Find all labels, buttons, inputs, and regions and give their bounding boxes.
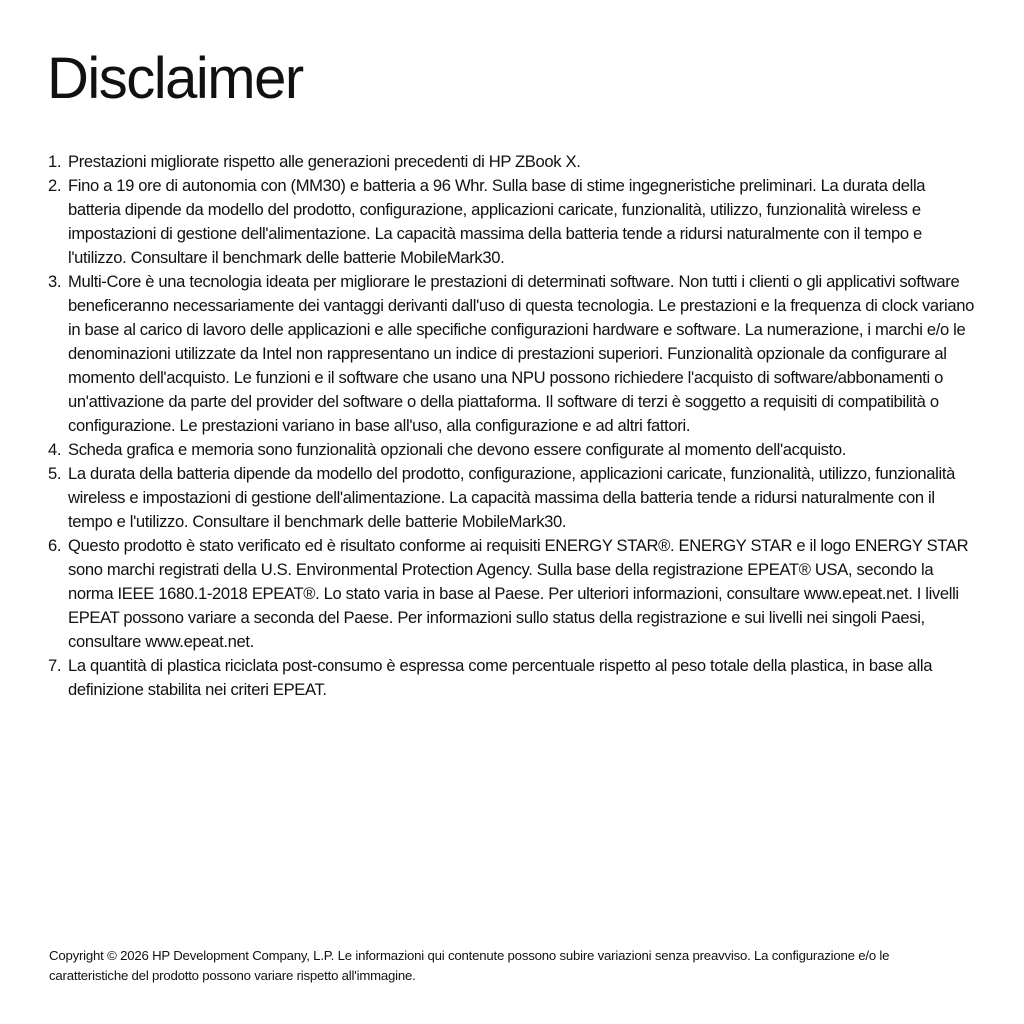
note-text: Prestazioni migliorate rispetto alle generazioni precedenti di HP ZBook X.: [68, 152, 581, 171]
disclaimer-note-1: [48, 150, 978, 174]
disclaimer-note-5: [48, 462, 978, 534]
copyright-footer: Copyright © 2026 HP Development Company, L.P. Le informazioni qui contenute possono subire variazioni senza preavviso. La configurazione e/o le caratteristiche del prodotto possono variare rispetto all'immagine.: [49, 948, 890, 983]
note-number: 6.: [48, 536, 62, 555]
disclaimer-note-7: [48, 654, 978, 702]
note-text: La quantità di plastica riciclata post-consumo è espressa come percentuale rispetto al peso totale della plastica, in base alla definizione stabilita nei criteri EPEAT.: [68, 656, 933, 699]
note-number: 2.: [48, 176, 62, 195]
disclaimer-note-3: [48, 270, 978, 438]
note-number: 1.: [48, 152, 62, 171]
note-number: 7.: [48, 656, 62, 675]
note-number: 3.: [48, 272, 62, 291]
note-text: Fino a 19 ore di autonomia con (MM30) e batteria a 96 Whr. Sulla base di stime ingegneristiche preliminari. La durata della batteria dipende da modello del prodotto, configurazione, applicazioni caricate, funzionalità, utilizzo, funzionalità wireless e impostazioni di gestione dell'alimentazione. La capacità massima della batteria tende a ridursi naturalmente con il tempo e l'utilizzo. Consultare il benchmark delle batterie MobileMark30.: [68, 176, 926, 267]
disclaimer-note-6: [48, 534, 978, 654]
page-title: Disclaimer: [47, 46, 303, 111]
disclaimer-notes-list: [48, 150, 978, 702]
note-text: Scheda grafica e memoria sono funzionalità opzionali che devono essere configurate al momento dell'acquisto.: [68, 440, 847, 459]
disclaimer-note-2: [48, 174, 978, 270]
note-number: 5.: [48, 464, 62, 483]
note-text: La durata della batteria dipende da modello del prodotto, configurazione, applicazioni caricate, funzionalità, utilizzo, funzionalità wireless e impostazioni di gestione dell'alimentazione. La capacità massima della batteria tende a ridursi naturalmente con il tempo e l'utilizzo. Consultare il benchmark delle batterie MobileMark30.: [68, 464, 955, 531]
disclaimer-note-4: [48, 438, 978, 462]
note-text: Questo prodotto è stato verificato ed è risultato conforme ai requisiti ENERGY STAR®. ENERGY STAR e il logo ENERGY STAR sono marchi registrati della U.S. Environmental Protection Agency. Sulla base della registrazione EPEAT® USA, secondo la norma IEEE 1680.1-2018 EPEAT®. Lo stato varia in base al Paese. Per ulteriori informazioni, consultare www.epeat.net. I livelli EPEAT possono variare a seconda del Paese. Per informazioni sullo status della registrazione e sui livelli nei singoli Paesi, consultare www.epeat.net.: [68, 536, 969, 651]
note-number: 4.: [48, 440, 62, 459]
note-text: Multi-Core è una tecnologia ideata per migliorare le prestazioni di determinati software. Non tutti i clienti o gli applicativi software beneficeranno necessariamente dei vantaggi derivanti dall'uso di questa tecnologia. Le prestazioni e la frequenza di clock variano in base al carico di lavoro delle applicazioni e alle specifiche configurazioni hardware e software. La numerazione, i marchi e/o le denominazioni utilizzate da Intel non rappresentano un indice di prestazioni superiori. Funzionalità opzionale da configurare al momento dell'acquisto. Le funzioni e il software che usano una NPU possono richiedere l'acquisto di software/abbonamenti o un'attivazione da parte del provider del software o della piattaforma. Il software di terzi è soggetto a requisiti di compatibilità o configurazione. Le prestazioni variano in base all'uso, alla configurazione e ad altri fattori.: [68, 272, 974, 435]
